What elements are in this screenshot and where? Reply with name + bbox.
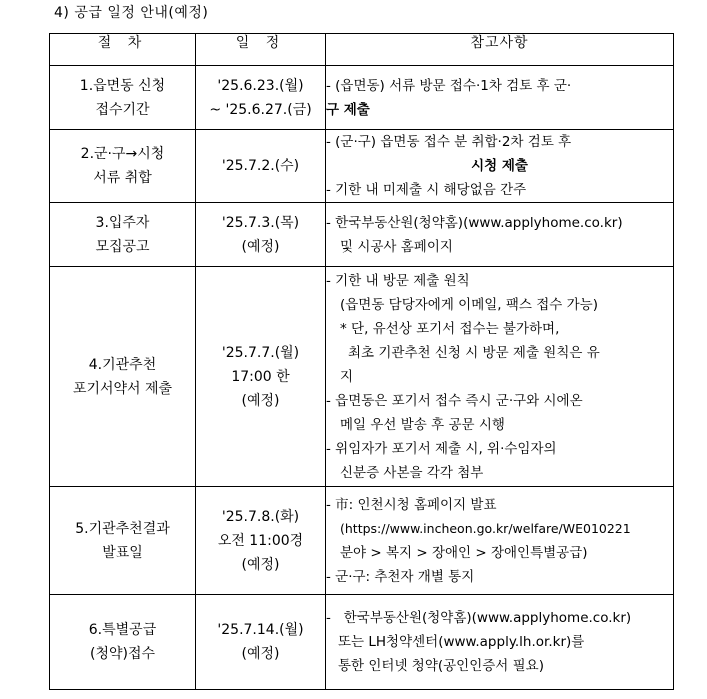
date-text: (예정) xyxy=(241,646,280,662)
note-cell xyxy=(326,487,674,595)
step-text: 포기서약서 제출 xyxy=(72,380,173,397)
header-step: 절 차 xyxy=(50,34,196,66)
note-text: 최초 기관추천 신청 시 방문 제출 원칙은 유 xyxy=(348,344,600,361)
date-text: '25.7.3.(목) xyxy=(221,214,300,231)
section-heading: 4) 공급 일정 안내(예정) xyxy=(54,5,209,21)
step-cell xyxy=(50,130,196,203)
date-text: ~ '25.6.27.(금) xyxy=(209,101,312,118)
date-text: (예정) xyxy=(241,556,280,573)
table-row xyxy=(50,203,674,267)
step-text: (청약)접수 xyxy=(89,646,156,662)
step-text: 5.기관추천결과 xyxy=(75,520,170,537)
date-text: 17:00 한 xyxy=(231,368,290,385)
step-cell xyxy=(50,487,196,595)
note-text: 시청 제출 xyxy=(471,158,528,174)
note-cell xyxy=(326,203,674,267)
date-cell xyxy=(196,595,326,690)
note-text: 분야 > 복지 > 장애인 > 장애인특별공급) xyxy=(340,544,588,561)
step-cell xyxy=(50,66,196,130)
step-text: 발표일 xyxy=(102,544,143,561)
date-text: '25.7.8.(화) xyxy=(221,508,300,525)
table-row xyxy=(50,66,674,130)
step-cell xyxy=(50,203,196,267)
date-text: (예정) xyxy=(241,238,280,255)
header-note: 참고사항 xyxy=(326,34,674,66)
step-text: 서류 취합 xyxy=(93,170,152,186)
note-text: - (읍면동) 서류 방문 접수·1차 검토 후 군· xyxy=(326,77,572,94)
date-text: '25.7.2.(수) xyxy=(221,158,300,174)
note-cell xyxy=(326,66,674,130)
step-text: 2.군·구→시청 xyxy=(80,146,165,162)
date-cell xyxy=(196,203,326,267)
step-text: 접수기간 xyxy=(95,101,150,118)
table-row xyxy=(50,267,674,487)
note-text: * 단, 유선상 포기서 접수는 불가하며, xyxy=(340,320,560,337)
step-text: 모집공고 xyxy=(95,238,150,255)
date-text: (예정) xyxy=(241,392,280,409)
step-cell xyxy=(50,595,196,690)
date-text: '25.7.14.(월) xyxy=(217,622,304,638)
date-cell xyxy=(196,130,326,203)
table-row xyxy=(50,595,674,690)
note-text: 신분증 사본을 각각 첨부 xyxy=(340,464,484,481)
note-text: - 市: 인천시청 홈페이지 발표 xyxy=(326,496,497,513)
step-text: 3.입주자 xyxy=(95,214,150,231)
date-text: '25.6.23.(월) xyxy=(217,77,304,94)
note-text: - (군·구) 읍면동 접수 분 취합·2차 검토 후 xyxy=(326,134,572,150)
date-text: '25.7.7.(월) xyxy=(221,344,300,361)
note-cell xyxy=(326,595,674,690)
step-text: 1.읍면동 신청 xyxy=(79,77,166,94)
note-text: - 군·구: 추천자 개별 통지 xyxy=(326,568,475,585)
note-text: 및 시공사 홈페이지 xyxy=(340,238,453,255)
table-header-row xyxy=(50,34,674,66)
note-text: - 위임자가 포기서 제출 시, 위·수임자의 xyxy=(326,440,557,457)
step-text: 6.특별공급 xyxy=(88,622,157,638)
header-date: 일 정 xyxy=(196,34,326,66)
step-cell xyxy=(50,267,196,487)
note-text: - 읍면동은 포기서 접수 즉시 군·구와 시에온 xyxy=(326,392,583,409)
date-cell xyxy=(196,487,326,595)
date-cell xyxy=(196,66,326,130)
note-cell xyxy=(326,130,674,203)
note-text: 메일 우선 발송 후 공문 시행 xyxy=(340,416,505,433)
date-text: 오전 11:00경 xyxy=(217,532,304,549)
step-text: 4.기관추천 xyxy=(88,356,157,373)
note-text: (읍면동 담당자에게 이메일, 팩스 접수 가능) xyxy=(340,296,598,313)
note-text: - 한국부동산원(청약홈)(www.applyhome.co.kr) xyxy=(326,610,632,626)
note-text: 또는 LH청약센터(www.apply.lh.or.kr)를 xyxy=(338,634,585,650)
table-row xyxy=(50,130,674,203)
note-text: (https://www.incheon.go.kr/welfare/WE010221 xyxy=(340,520,631,536)
note-text: - 기한 내 방문 제출 원칙 xyxy=(326,272,470,289)
note-text: 지 xyxy=(340,368,354,385)
date-cell xyxy=(196,267,326,487)
note-text: - 한국부동산원(청약홈)(www.applyhome.co.kr) xyxy=(326,214,623,231)
note-text: 통한 인터넷 청약(공인인증서 필요) xyxy=(338,658,544,674)
note-cell xyxy=(326,267,674,487)
table-row xyxy=(50,487,674,595)
note-text: - 기한 내 미제출 시 해당없음 간주 xyxy=(326,182,527,198)
supply-schedule-table xyxy=(49,33,674,690)
note-text: 구 제출 xyxy=(326,101,370,118)
